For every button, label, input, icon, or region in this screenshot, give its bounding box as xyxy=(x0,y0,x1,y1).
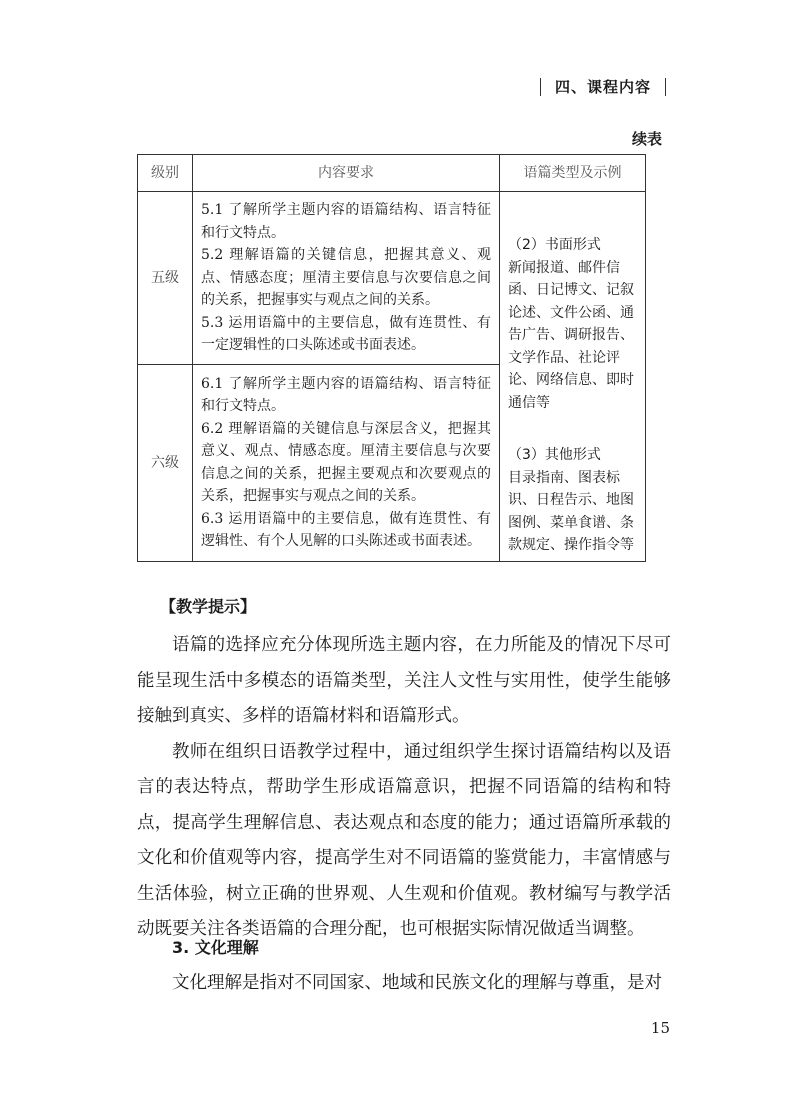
types-group-body: 目录指南、图表标识、日程告示、地图图例、菜单食谱、条款规定、操作指令等 xyxy=(508,469,634,553)
types-group-title: （2）书面形式 xyxy=(508,237,601,253)
paragraph: 教师在组织日语教学过程中，通过组织学生探讨语篇结构以及语言的表达特点，帮助学生形成语篇意识，把握不同语篇的结构和特点，提高学生理解信息、表达观点和态度的能力；通过语篇所承载的文化和价值观等内容，提高学生对不同语篇的鉴赏能力，丰富情感与生活体验，树立正确的世界观、人生观和价值观。教材编写与教学活动既要关注各类语篇的合理分配，也可根据实际情况做适当调整。 xyxy=(137,741,671,939)
culture-body xyxy=(137,966,671,1002)
types-cell xyxy=(500,192,646,562)
culture-heading: 3. 文化理解 xyxy=(172,938,259,957)
header-types: 语篇类型及示例 xyxy=(500,155,646,192)
teaching-hint-heading: 【教学提示】 xyxy=(160,597,257,616)
level-cell: 五级 xyxy=(138,192,193,365)
requirement-item: 5.2 理解语篇的关键信息，把握其意义、观点、情感态度；厘清主要信息与次要信息之间的关系，把握事实与观点之间的关系。 xyxy=(201,247,491,309)
requirement-item: 6.2 理解语篇的关键信息与深层含义，把握其意义、观点、情感态度。厘清主要信息与次要信息之间的关系，把握主要观点和次要观点的关系，把握事实与观点之间的关系。 xyxy=(201,420,491,505)
types-group-body: 新闻报道、邮件信函、日记博文、记叙论述、文件公函、通告广告、调研报告、文学作品、社论评论、网络信息、即时通信等 xyxy=(508,259,634,411)
content-table xyxy=(137,154,646,562)
table-caption: 续表 xyxy=(631,130,662,148)
requirement-item: 6.3 运用语篇中的主要信息，做有连贯性、有逻辑性、有个人见解的口头陈述或书面表述。 xyxy=(201,510,491,550)
requirement-item: 5.3 运用语篇中的主要信息，做有连贯性、有一定逻辑性的口头陈述或书面表述。 xyxy=(201,314,491,354)
types-group-title: （3）其他形式 xyxy=(508,447,601,463)
level-cell: 六级 xyxy=(138,365,193,561)
page-number: 15 xyxy=(650,1019,670,1037)
requirement-item: 5.1 了解所学主题内容的语篇结构、语言特征和行文特点。 xyxy=(201,202,491,241)
paragraph: 文化理解是指对不同国家、地域和民族文化的理解与尊重，是对 xyxy=(172,973,662,993)
paragraph: 语篇的选择应充分体现所选主题内容，在力所能及的情况下尽可能呈现生活中多模态的语篇类型，关注人文性与实用性，使学生能够接触到真实、多样的语篇材料和语篇形式。 xyxy=(137,635,671,726)
running-head xyxy=(526,76,680,97)
requirements-cell xyxy=(193,365,500,561)
requirements-cell xyxy=(193,192,500,365)
running-head-right-rule xyxy=(665,78,666,96)
teaching-hint-body xyxy=(137,628,671,948)
table-row-level5 xyxy=(138,192,646,365)
running-head-title: 四、课程内容 xyxy=(554,78,651,96)
header-requirements: 内容要求 xyxy=(193,155,500,192)
requirement-item: 6.1 了解所学主题内容的语篇结构、语言特征和行文特点。 xyxy=(201,375,491,415)
running-head-left-rule xyxy=(540,78,541,96)
header-level: 级别 xyxy=(138,155,193,192)
table-header-row xyxy=(138,155,646,192)
